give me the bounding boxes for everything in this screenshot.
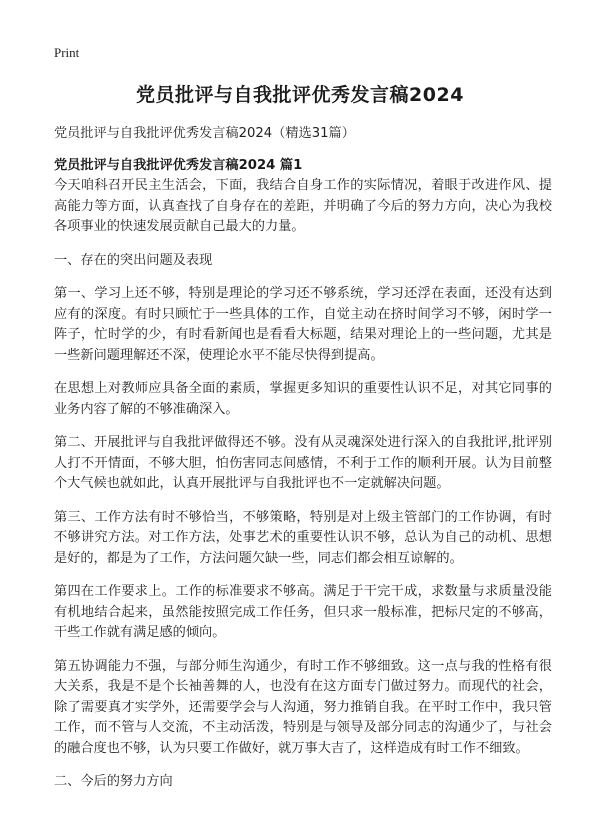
paragraph-second-criticism: 第二、开展批评与自我批评做得还不够。没有从灵魂深处进行深入的自我批评,批评别人打不开情面，不够大胆，怕伤害同志间感情，不利于工作的顺利开展。认为目前整个大气候也就如此，认真开展批评与自我批评也不一定就解决问题。 [54,435,552,491]
document-subtitle: 党员批评与自我批评优秀发言稿2024（精选31篇） [54,126,355,141]
article-heading: 党员批评与自我批评优秀发言稿2024 篇1 [54,158,303,173]
paragraph-third-methods: 第三、工作方法有时不够恰当，不够策略，特别是对上级主管部门的工作协调，有时不够讲究方法。对工作方法，处事艺术的重要性认识不够，总认为自己的动机、思想是好的，都是为了工作，方法问题欠缺一些，同志们都会相互谅解的。 [54,509,552,566]
section-heading-problems: 一、存在的突出问题及表现 [54,252,213,268]
paragraph-fourth-standards: 第四在工作要求上。工作的标准要求不够高。满足于干完干成，求数量与求质量没能有机地结合起来，虽然能按照完成工作任务，但只求一般标准，把标尺定的不够高，干些工作就有满足感的倾向。 [54,584,552,640]
paragraph-intro: 今天咱科召开民主生活会，下面，我结合自身工作的实际情况，着眼于改进作风、提高能力等方面，认真查找了自身存在的差距，并明确了今后的努力方向，决心为我校各项事业的快速发展贡献自己最大的力量。 [54,178,552,234]
document-title: 党员批评与自我批评优秀发言稿2024 [136,84,464,106]
article-body [54,176,552,806]
paragraph-thinking: 在思想上对教师应具备全面的素质，掌握更多知识的重要性认识不足，对其它同事的业务内容了解的不够准确深入。 [54,381,552,417]
section-heading-direction: 二、今后的努力方向 [54,774,173,789]
paragraph-first-study: 第一、学习上还不够，特别是理论的学习还不够系统，学习还浮在表面，还没有达到应有的深度。有时只顾忙于一些具体的工作，自觉主动在挤时间学习不够，闲时学一阵子，忙时学的少，有时看新闻也是看看大标题，结果对理论上的一些问题，尤其是一些新问题理解还不深，使理论水平不能尽快得到提高。 [54,286,552,363]
print-link[interactable]: Print [54,45,80,60]
paragraph-fifth-coordination: 第五协调能力不强，与部分师生沟通少，有时工作不够细致。这一点与我的性格有很大关系，我是不是个长袖善舞的人，也没有在这方面专门做过努力。而现代的社会，除了需要真才实学外，还需要学会与人沟通，努力推销自我。在平时工作中，我只管工作，而不管与人交流，不主动活泼，特别是与领导及部分同志的沟通少了，与社会的融合度也不够，认为只要工作做好，就万事大吉了，这样造成有时工作不细致。 [54,658,552,756]
